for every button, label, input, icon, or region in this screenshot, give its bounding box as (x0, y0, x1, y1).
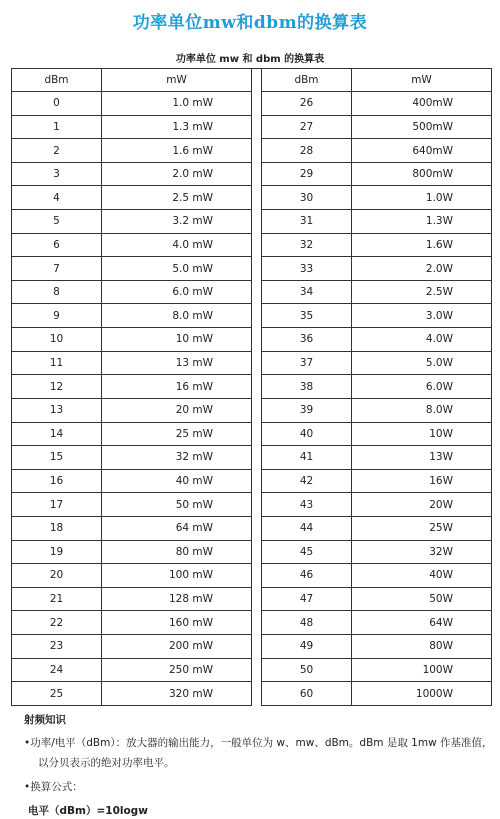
mw-cell-left: 320 mW (102, 682, 252, 706)
column-gap (252, 257, 262, 281)
column-gap (252, 516, 262, 540)
column-gap (252, 446, 262, 470)
header-dbm-left: dBm (12, 69, 102, 92)
mw-cell-right: 64W (352, 611, 492, 635)
mw-cell-left: 250 mW (102, 658, 252, 682)
dbm-cell-left: 21 (12, 587, 102, 611)
mw-cell-left: 2.0 mW (102, 162, 252, 186)
column-gap (252, 658, 262, 682)
table-row (12, 139, 492, 163)
dbm-cell-left: 10 (12, 328, 102, 352)
column-gap (252, 564, 262, 588)
mw-cell-left: 160 mW (102, 611, 252, 635)
mw-cell-left: 40 mW (102, 469, 252, 493)
table-row (12, 493, 492, 517)
table-caption: 功率单位 mw 和 dbm 的换算表 (175, 54, 325, 65)
column-gap (252, 682, 262, 706)
mw-cell-left: 5.0 mW (102, 257, 252, 281)
dbm-cell-right: 34 (262, 280, 352, 304)
dbm-cell-right: 27 (262, 115, 352, 139)
page-title: 功率单位mw和dbm的换算表 (132, 13, 368, 33)
rf-knowledge-section (24, 712, 494, 819)
dbm-cell-right: 37 (262, 351, 352, 375)
column-gap (252, 635, 262, 659)
mw-cell-left: 13 mW (102, 351, 252, 375)
mw-cell-left: 64 mW (102, 516, 252, 540)
column-gap (252, 375, 262, 399)
mw-cell-right: 25W (352, 516, 492, 540)
mw-cell-left: 32 mW (102, 446, 252, 470)
table-row (12, 422, 492, 446)
table-row (12, 328, 492, 352)
mw-cell-right: 80W (352, 635, 492, 659)
dbm-cell-right: 45 (262, 540, 352, 564)
mw-cell-right: 20W (352, 493, 492, 517)
dbm-cell-right: 50 (262, 658, 352, 682)
dbm-cell-left: 24 (12, 658, 102, 682)
dbm-cell-left: 13 (12, 398, 102, 422)
dbm-cell-right: 35 (262, 304, 352, 328)
column-gap (252, 210, 262, 234)
dbm-cell-left: 4 (12, 186, 102, 210)
mw-cell-right: 3.0W (352, 304, 492, 328)
mw-cell-left: 1.0 mW (102, 92, 252, 116)
column-gap (252, 540, 262, 564)
table-row (12, 115, 492, 139)
mw-cell-right: 800mW (352, 162, 492, 186)
dbm-cell-right: 40 (262, 422, 352, 446)
dbm-cell-left: 18 (12, 516, 102, 540)
mw-cell-left: 20 mW (102, 398, 252, 422)
mw-cell-right: 50W (352, 587, 492, 611)
dbm-cell-left: 20 (12, 564, 102, 588)
column-gap (252, 233, 262, 257)
dbm-cell-left: 25 (12, 682, 102, 706)
mw-cell-right: 4.0W (352, 328, 492, 352)
dbm-cell-right: 41 (262, 446, 352, 470)
mw-cell-left: 3.2 mW (102, 210, 252, 234)
column-gap (252, 611, 262, 635)
table-row (12, 658, 492, 682)
dbm-cell-left: 12 (12, 375, 102, 399)
dbm-cell-right: 31 (262, 210, 352, 234)
mw-cell-right: 500mW (352, 115, 492, 139)
mw-cell-right: 2.5W (352, 280, 492, 304)
dbm-cell-right: 60 (262, 682, 352, 706)
dbm-cell-right: 32 (262, 233, 352, 257)
dbm-cell-right: 28 (262, 139, 352, 163)
column-gap (252, 186, 262, 210)
dbm-cell-left: 15 (12, 446, 102, 470)
dbm-cell-right: 38 (262, 375, 352, 399)
dbm-cell-left: 14 (12, 422, 102, 446)
dbm-cell-left: 8 (12, 280, 102, 304)
column-gap (252, 280, 262, 304)
mw-cell-left: 2.5 mW (102, 186, 252, 210)
mw-cell-left: 80 mW (102, 540, 252, 564)
column-gap (252, 398, 262, 422)
table-row (12, 162, 492, 186)
dbm-cell-left: 19 (12, 540, 102, 564)
mw-cell-left: 1.6 mW (102, 139, 252, 163)
mw-cell-right: 400mW (352, 92, 492, 116)
dbm-cell-left: 2 (12, 139, 102, 163)
column-gap (252, 115, 262, 139)
dbm-cell-left: 11 (12, 351, 102, 375)
mw-cell-left: 1.3 mW (102, 115, 252, 139)
mw-cell-left: 10 mW (102, 328, 252, 352)
mw-cell-right: 1000W (352, 682, 492, 706)
table-row (12, 186, 492, 210)
mw-cell-right: 1.6W (352, 233, 492, 257)
dbm-cell-right: 46 (262, 564, 352, 588)
dbm-cell-right: 33 (262, 257, 352, 281)
mw-cell-right: 100W (352, 658, 492, 682)
header-mw-right: mW (352, 69, 492, 92)
dbm-cell-left: 9 (12, 304, 102, 328)
dbm-cell-left: 1 (12, 115, 102, 139)
table-row (12, 469, 492, 493)
table-row (12, 351, 492, 375)
table-row (12, 233, 492, 257)
dbm-cell-left: 6 (12, 233, 102, 257)
table-body (12, 92, 492, 706)
table-row (12, 564, 492, 588)
column-gap (252, 304, 262, 328)
table-row (12, 398, 492, 422)
column-gap (252, 139, 262, 163)
column-gap (252, 587, 262, 611)
mw-cell-left: 128 mW (102, 587, 252, 611)
table-row (12, 210, 492, 234)
table-row (12, 257, 492, 281)
mw-cell-left: 100 mW (102, 564, 252, 588)
header-mw-left: mW (102, 69, 252, 92)
column-gap (252, 162, 262, 186)
dbm-cell-right: 26 (262, 92, 352, 116)
dbm-cell-left: 23 (12, 635, 102, 659)
dbm-cell-right: 42 (262, 469, 352, 493)
dbm-cell-right: 47 (262, 587, 352, 611)
column-gap (252, 328, 262, 352)
dbm-cell-right: 36 (262, 328, 352, 352)
mw-cell-right: 5.0W (352, 351, 492, 375)
table-row (12, 375, 492, 399)
dbm-cell-left: 22 (12, 611, 102, 635)
table-row (12, 280, 492, 304)
table-row (12, 516, 492, 540)
mw-cell-left: 6.0 mW (102, 280, 252, 304)
knowledge-bullet-power-line2: 以分贝表示的绝对功率电平。 (38, 757, 175, 769)
column-gap (252, 469, 262, 493)
header-dbm-right: dBm (262, 69, 352, 92)
dbm-cell-left: 3 (12, 162, 102, 186)
mw-cell-left: 25 mW (102, 422, 252, 446)
mw-cell-right: 2.0W (352, 257, 492, 281)
table-row (12, 446, 492, 470)
mw-cell-right: 13W (352, 446, 492, 470)
mw-cell-right: 640mW (352, 139, 492, 163)
dbm-cell-right: 49 (262, 635, 352, 659)
table-row (12, 682, 492, 706)
table-row (12, 304, 492, 328)
dbm-cell-right: 43 (262, 493, 352, 517)
mw-cell-right: 1.0W (352, 186, 492, 210)
column-gap (252, 422, 262, 446)
dbm-cell-right: 44 (262, 516, 352, 540)
mw-cell-left: 16 mW (102, 375, 252, 399)
dbm-cell-left: 16 (12, 469, 102, 493)
table-row (12, 611, 492, 635)
mw-cell-left: 8.0 mW (102, 304, 252, 328)
mw-cell-left: 50 mW (102, 493, 252, 517)
column-gap (252, 92, 262, 116)
column-gap (252, 351, 262, 375)
mw-cell-left: 4.0 mW (102, 233, 252, 257)
column-gap (252, 493, 262, 517)
dbm-cell-right: 29 (262, 162, 352, 186)
mw-cell-right: 8.0W (352, 398, 492, 422)
knowledge-heading: 射频知识 (24, 714, 66, 726)
table-row (12, 92, 492, 116)
dbm-cell-right: 48 (262, 611, 352, 635)
table-row (12, 540, 492, 564)
dbm-cell-left: 0 (12, 92, 102, 116)
dbm-cell-right: 30 (262, 186, 352, 210)
mw-cell-right: 1.3W (352, 210, 492, 234)
dbm-cell-left: 7 (12, 257, 102, 281)
table-header-row (12, 69, 492, 92)
mw-cell-right: 40W (352, 564, 492, 588)
mw-cell-right: 6.0W (352, 375, 492, 399)
dbm-cell-left: 5 (12, 210, 102, 234)
table-row (12, 635, 492, 659)
knowledge-bullet-formula: •换算公式： (24, 781, 83, 793)
column-gap (252, 69, 262, 92)
mw-cell-right: 10W (352, 422, 492, 446)
mw-cell-right: 16W (352, 469, 492, 493)
dbm-cell-left: 17 (12, 493, 102, 517)
formula-text: 电平（dBm）=10logw (28, 805, 148, 817)
mw-cell-right: 32W (352, 540, 492, 564)
conversion-table (11, 68, 492, 706)
table-row (12, 587, 492, 611)
dbm-cell-right: 39 (262, 398, 352, 422)
mw-cell-left: 200 mW (102, 635, 252, 659)
knowledge-bullet-power-line1: •功率/电平（dBm）：放大器的输出能力，一般单位为 w、mw、dBm。dBm 是取 1mw 作基准值， (24, 737, 493, 749)
